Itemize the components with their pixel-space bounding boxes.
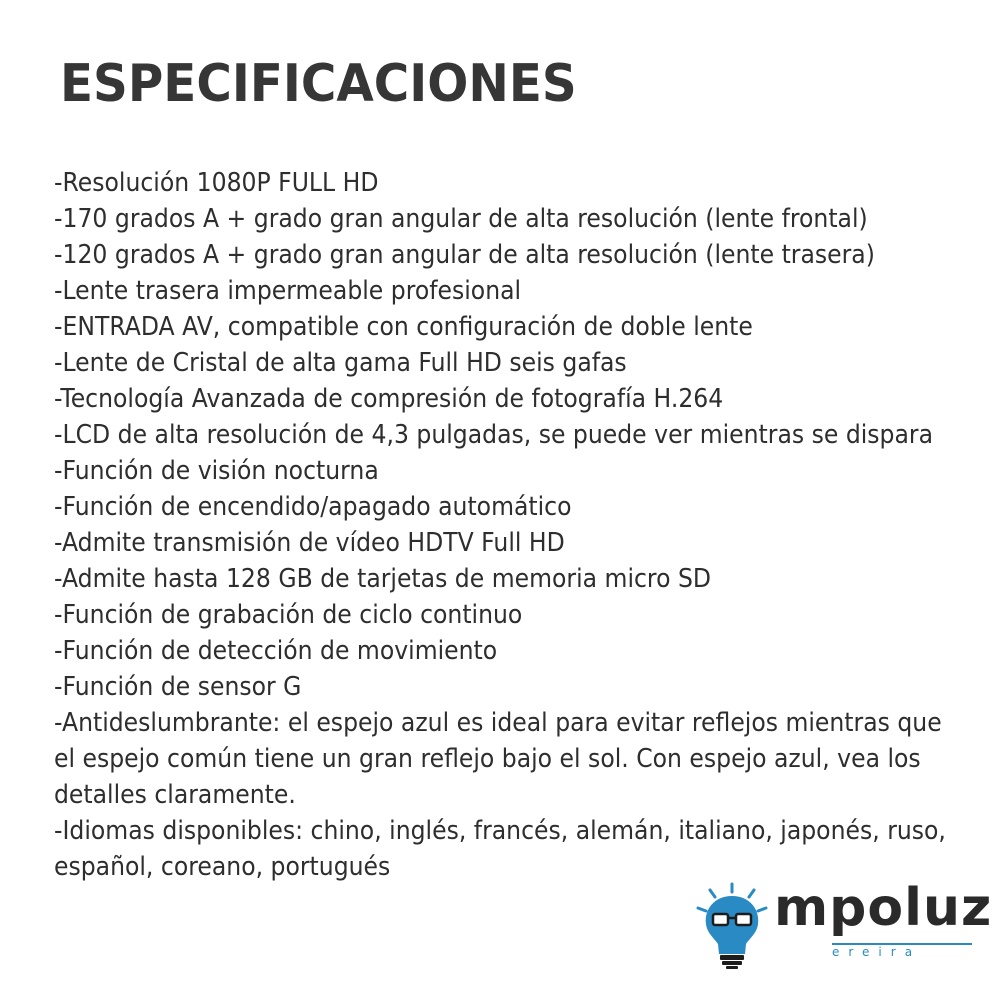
spec-line: -Lente trasera impermeable profesional xyxy=(54,276,522,306)
spec-line: -170 grados A + grado gran angular de alta resolución (lente frontal) xyxy=(54,204,868,234)
brand-logo xyxy=(692,878,993,970)
spec-line: detalles claramente. xyxy=(54,780,296,810)
spec-line: -Antideslumbrante: el espejo azul es ideal para evitar reflejos mientras que xyxy=(54,708,942,738)
spec-line: -Admite hasta 128 GB de tarjetas de memoria micro SD xyxy=(54,564,712,594)
spec-line: -Función de sensor G xyxy=(54,672,302,702)
spec-line: el espejo común tiene un gran reflejo bajo el sol. Con espejo azul, vea los xyxy=(54,744,921,774)
spec-line: -Lente de Cristal de alta gama Full HD seis gafas xyxy=(54,348,627,378)
spec-line: -Función de detección de movimiento xyxy=(54,636,498,666)
spec-line: español, coreano, portugués xyxy=(54,852,391,882)
spec-line: -Función de encendido/apagado automático xyxy=(54,492,572,522)
spec-line: -Tecnología Avanzada de compresión de fotografía H.264 xyxy=(54,384,724,414)
logo-subtext: ereira xyxy=(832,943,972,958)
spec-line: -ENTRADA AV, compatible con configuración de doble lente xyxy=(54,312,753,342)
spec-line: -Admite transmisión de vídeo HDTV Full HD xyxy=(54,528,565,558)
spec-line: -120 grados A + grado gran angular de alta resolución (lente trasera) xyxy=(54,240,875,270)
spec-line: -LCD de alta resolución de 4,3 pulgadas, se puede ver mientras se dispara xyxy=(54,420,934,450)
logo-wordmark: mpoluz xyxy=(774,878,993,938)
spec-line: -Resolución 1080P FULL HD xyxy=(54,168,379,198)
lightbulb-icon xyxy=(692,880,782,970)
spec-line: -Función de grabación de ciclo continuo xyxy=(54,600,523,630)
spec-list xyxy=(54,165,1000,885)
spec-line: -Función de visión nocturna xyxy=(54,456,379,486)
page-title: ESPECIFICACIONES xyxy=(60,54,577,114)
spec-line: -Idiomas disponibles: chino, inglés, francés, alemán, italiano, japonés, ruso, xyxy=(54,816,946,846)
